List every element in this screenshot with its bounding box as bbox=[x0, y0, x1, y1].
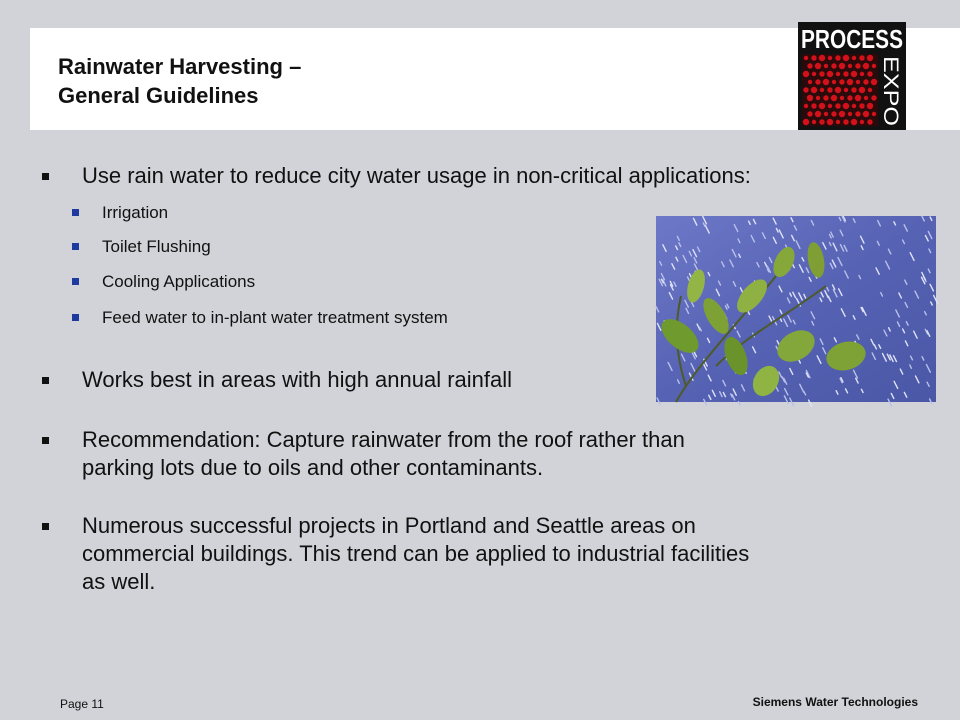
logo-dot bbox=[840, 96, 844, 100]
sub-bullet-text: Toilet Flushing bbox=[102, 237, 211, 256]
logo-dot bbox=[871, 95, 876, 100]
logo-dot bbox=[871, 79, 877, 85]
bullet-line: as well. bbox=[82, 569, 156, 594]
logo-dot bbox=[863, 63, 869, 69]
sub-bullet-marker bbox=[72, 243, 79, 250]
logo-dot bbox=[843, 71, 848, 76]
logo-dot bbox=[856, 80, 860, 84]
rain-plant-photo bbox=[656, 216, 936, 402]
logo-dot bbox=[851, 87, 856, 92]
logo-dot bbox=[831, 63, 836, 68]
logo-dot bbox=[827, 119, 833, 125]
rain-drop bbox=[738, 402, 740, 405]
logo-dot bbox=[812, 120, 816, 124]
logo-dot bbox=[859, 87, 865, 93]
slide-title-line-2: General Guidelines bbox=[58, 83, 259, 108]
logo-expo-text: EXPO bbox=[879, 56, 902, 115]
logo-dot bbox=[812, 72, 816, 76]
sub-bullet-text: Irrigation bbox=[102, 203, 169, 222]
logo-dot bbox=[860, 120, 864, 124]
logo-dot bbox=[851, 71, 857, 77]
logo-dot bbox=[843, 103, 849, 109]
process-expo-logo bbox=[798, 22, 906, 130]
logo-dot bbox=[839, 111, 845, 117]
bullet-text bbox=[82, 512, 749, 596]
logo-dot bbox=[848, 112, 852, 116]
bullet-marker bbox=[42, 523, 49, 530]
logo-dot bbox=[803, 71, 809, 77]
logo-dot bbox=[847, 79, 853, 85]
logo-dot bbox=[835, 103, 840, 108]
logo-dot bbox=[843, 119, 848, 124]
logo-dot bbox=[820, 88, 824, 92]
logo-dot bbox=[872, 64, 876, 68]
logo-dot bbox=[815, 63, 821, 69]
logo-dot bbox=[823, 79, 829, 85]
sub-bullet-marker bbox=[72, 278, 79, 285]
logo-dot bbox=[848, 64, 852, 68]
logo-dot bbox=[867, 119, 872, 124]
logo-dot bbox=[824, 112, 828, 116]
logo-dot bbox=[843, 55, 849, 61]
company-name: Siemens Water Technologies bbox=[752, 695, 918, 709]
logo-dot bbox=[844, 88, 848, 92]
logo-dot bbox=[839, 63, 845, 69]
logo-dot bbox=[835, 87, 841, 93]
logo-dot bbox=[827, 87, 832, 92]
logo-dot bbox=[836, 72, 840, 76]
logo-dot bbox=[815, 79, 820, 84]
logo-dot bbox=[859, 103, 864, 108]
logo-dot bbox=[804, 56, 808, 60]
logo-dot bbox=[835, 55, 840, 60]
logo-dot bbox=[828, 56, 832, 60]
bullet-marker bbox=[42, 377, 49, 384]
logo-dot bbox=[815, 111, 821, 117]
logo-dot bbox=[851, 119, 857, 125]
logo-dot bbox=[831, 111, 836, 116]
logo-dot bbox=[863, 79, 868, 84]
sub-bullet-text: Cooling Applications bbox=[102, 272, 256, 291]
logo-dot bbox=[836, 120, 840, 124]
logo-dot bbox=[852, 56, 856, 60]
logo-dot bbox=[868, 88, 872, 92]
bullet-marker bbox=[42, 173, 49, 180]
logo-dot bbox=[867, 71, 872, 76]
logo-dot bbox=[855, 111, 860, 116]
logo-dot bbox=[867, 55, 873, 61]
logo-dot bbox=[824, 64, 828, 68]
bullet-marker bbox=[42, 437, 49, 444]
logo-dot bbox=[807, 63, 812, 68]
logo-dot bbox=[831, 95, 837, 101]
logo-dot bbox=[819, 71, 824, 76]
sub-bullet-marker bbox=[72, 314, 79, 321]
logo-dot bbox=[811, 55, 816, 60]
logo-dot bbox=[832, 80, 836, 84]
logo-dot bbox=[811, 87, 817, 93]
logo-dot bbox=[863, 111, 869, 117]
logo-dot bbox=[804, 104, 808, 108]
logo-dot bbox=[839, 79, 844, 84]
logo-dot bbox=[807, 95, 813, 101]
bullet-line: Recommendation: Capture rainwater from the roof rather than bbox=[82, 427, 685, 452]
logo-dot bbox=[823, 95, 828, 100]
bullet-text: Works best in areas with high annual rainfall bbox=[82, 367, 513, 392]
logo-dot bbox=[867, 103, 873, 109]
bullet-line: commercial buildings. This trend can be applied to industrial facilities bbox=[82, 541, 750, 566]
bullet-line: parking lots due to oils and other contaminants. bbox=[82, 455, 544, 480]
bullet-text bbox=[82, 426, 685, 482]
logo-dot bbox=[855, 63, 860, 68]
logo-dot bbox=[803, 119, 809, 125]
logo-dot bbox=[864, 96, 868, 100]
logo-process-text: PROCESS bbox=[801, 24, 903, 54]
slide-title bbox=[58, 52, 301, 110]
slide-title-line-1: Rainwater Harvesting – bbox=[58, 54, 302, 79]
logo-dot bbox=[819, 119, 824, 124]
logo-dot bbox=[808, 80, 812, 84]
sub-bullet-marker bbox=[72, 209, 79, 216]
logo-dot bbox=[827, 71, 833, 77]
logo-dot bbox=[803, 87, 808, 92]
logo-dot bbox=[872, 112, 876, 116]
logo-dot bbox=[847, 95, 852, 100]
logo-dot bbox=[819, 103, 825, 109]
bullet-text: Use rain water to reduce city water usage in non-critical applications: bbox=[82, 163, 751, 188]
logo-dot bbox=[852, 104, 856, 108]
page-number: Page 11 bbox=[60, 697, 104, 711]
logo-dot bbox=[816, 96, 820, 100]
logo-dot bbox=[811, 103, 816, 108]
logo-dot bbox=[828, 104, 832, 108]
sub-bullet-text: Feed water to in-plant water treatment system bbox=[102, 308, 448, 327]
logo-dot bbox=[859, 55, 864, 60]
logo-dot bbox=[860, 72, 864, 76]
logo-dot bbox=[855, 95, 861, 101]
logo-dot bbox=[807, 111, 812, 116]
logo-dot bbox=[819, 55, 825, 61]
bullet-line: Numerous successful projects in Portland and Seattle areas on bbox=[82, 513, 696, 538]
